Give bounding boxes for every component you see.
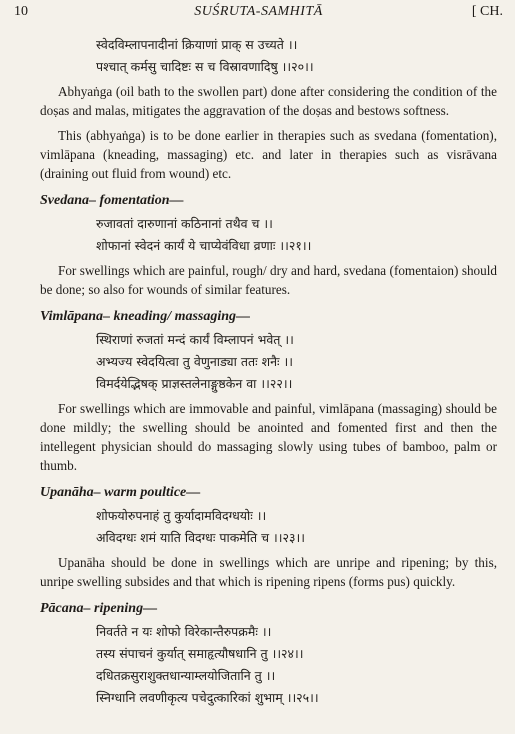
verse-line: रुजावतां दारुणानां कठिनानां तथैव च ।। — [96, 216, 273, 231]
chapter-marker: [ CH. — [471, 4, 503, 19]
verse-line: दधितक्रसुराशुक्तधान्याम्लयोजितानि तु ।। — [96, 668, 276, 683]
verse-line: पश्चात् कर्मसु चादिष्टः स च विस्रावणादिषु ।।२०।। — [96, 59, 314, 74]
verse-line: स्वेदविम्लापनादीनां क्रियाणां प्राक् स उच्यते ।। — [96, 37, 298, 52]
heading-vimlapana: Vimlāpana– kneading/ massaging— — [40, 309, 251, 324]
verse-line: शोफानां स्वेदनं कार्यं ये चाप्येवंविधा व्रणाः ।।२१।। — [96, 238, 312, 253]
paragraph-abhyanga-timing: This (abhyaṅga) is to be done earlier in therapies such as svedana (fomentation), vimlāpana (kneading, massaging) etc. and later in therapies such as visrāvana (draining out fluid from wound) etc. — [40, 128, 497, 181]
verse-block-24-25 — [96, 621, 497, 709]
page-body — [40, 34, 497, 709]
verse-block-23 — [96, 505, 497, 549]
verse-line: स्निग्धानि लवणीकृत्य पचेदुत्कारिकां शुभाम् ।।२५।। — [96, 690, 319, 705]
paragraph-svedana: For swellings which are painful, rough/ dry and hard, svedana (fomentaion) should be done; so also for wounds of similar features. — [40, 263, 497, 297]
verse-line: शोफयोरुपनाहं तु कुर्यादामविदग्धयोः ।। — [96, 508, 267, 523]
verse-block-22 — [96, 329, 497, 395]
verse-line: निवर्तते न यः शोफो विरेकान्तैरुपक्रमैः ।। — [96, 624, 272, 639]
page-header — [14, 4, 503, 26]
verse-line: विमर्दयेद्भिषक् प्राज्ञस्तलेनाङ्गुष्ठकेन वा ।।२२।। — [96, 376, 293, 391]
page-number: 10 — [14, 4, 28, 19]
verse-block-20 — [96, 34, 497, 78]
paragraph-vimlapana: For swellings which are immovable and painful, vimlāpana (massaging) should be done mildly; the swelling should be anointed and fomented first and then the intellegent physician should do massaging slowly using tubes of bamboo, palm or thumb. — [40, 401, 497, 473]
running-title: SUŚRUTA-SAMHITĀ — [194, 4, 323, 19]
heading-upanaha: Upanāha– warm poultice— — [40, 485, 201, 500]
heading-svedana: Svedana– fomentation— — [40, 193, 184, 208]
verse-line: अभ्यज्य स्वेदयित्वा तु वेणुनाड्या ततः शनैः ।। — [96, 354, 294, 369]
paragraph-abhyanga-effect: Abhyaṅga (oil bath to the swollen part) done after considering the condition of the doṣas and malas, mitigates the aggravation of the doṣas and bestows softness. — [40, 84, 497, 118]
verse-line: स्थिराणां रुजतां मन्दं कार्यं विम्लापनं भवेत् ।। — [96, 332, 294, 347]
verse-block-21 — [96, 213, 497, 257]
verse-line: तस्य संपाचनं कुर्यात् समाहृत्यौषधानि तु ।।२४।। — [96, 646, 304, 661]
heading-pacana: Pācana– ripening— — [40, 601, 158, 616]
verse-line: अविदग्धः शमं याति विदग्धः पाकमेति च ।।२३।। — [96, 530, 305, 545]
paragraph-upanaha: Upanāha should be done in swellings which are unripe and ripening; by this, unripe swelling subsides and that which is ripening ripens (forms pus) quickly. — [40, 555, 497, 589]
